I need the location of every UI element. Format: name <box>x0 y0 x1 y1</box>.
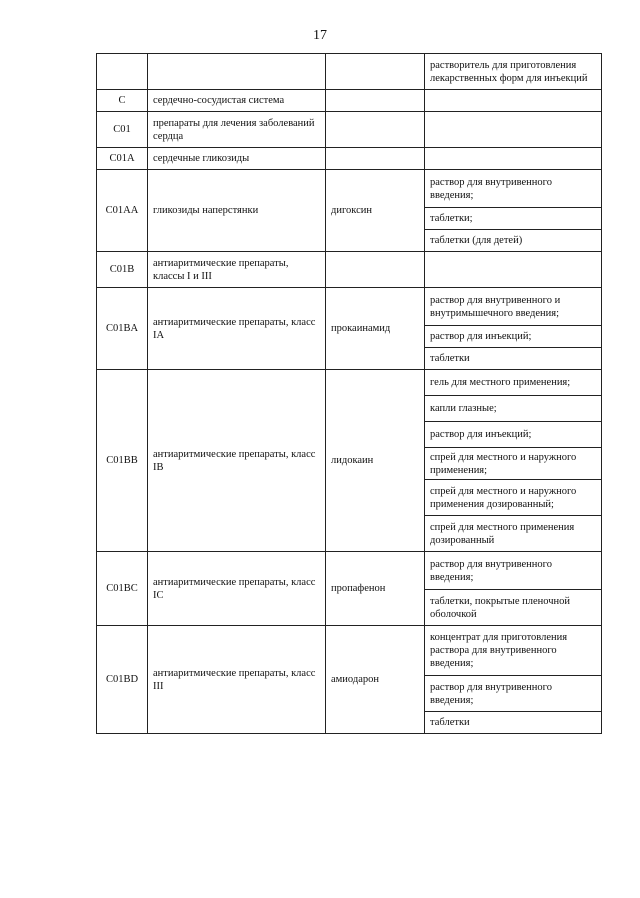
table-row <box>97 170 602 208</box>
dosage-form-cell: спрей для местного и наружного применения; <box>425 448 602 480</box>
group-name-cell: препараты для лечения заболеваний сердца <box>148 112 326 148</box>
table-row <box>97 626 602 676</box>
group-name-cell: сердечно-сосудистая система <box>148 90 326 112</box>
table-row <box>97 112 602 148</box>
atc-code-cell: C01BA <box>97 288 148 370</box>
dosage-form-cell <box>425 252 602 288</box>
dosage-form-cell: раствор для внутривенного введения; <box>425 552 602 590</box>
dosage-form-cell: таблетки, покрытые пленочной оболочкой <box>425 590 602 626</box>
dosage-form-cell: таблетки; <box>425 208 602 230</box>
table-row <box>97 288 602 326</box>
dosage-form-cell: спрей для местного и наружного применения дозированный; <box>425 480 602 516</box>
dosage-form-cell: таблетки <box>425 712 602 734</box>
dosage-form-cell: раствор для инъекций; <box>425 422 602 448</box>
drug-name-cell: пропафенон <box>326 552 425 626</box>
group-name-cell: антиаритмические препараты, класс III <box>148 626 326 734</box>
drug-name-cell <box>326 90 425 112</box>
group-name-cell: антиаритмические препараты, класс IC <box>148 552 326 626</box>
atc-code-cell: C01AA <box>97 170 148 252</box>
dosage-form-cell: растворитель для приготовления лекарственных форм для инъекций <box>425 54 602 90</box>
table-row <box>97 552 602 590</box>
atc-code-cell: C01BC <box>97 552 148 626</box>
table-row <box>97 54 602 90</box>
dosage-form-cell: раствор для инъекций; <box>425 326 602 348</box>
dosage-form-cell <box>425 90 602 112</box>
dosage-form-cell: раствор для внутривенного введения; <box>425 170 602 208</box>
atc-code-cell: C <box>97 90 148 112</box>
table-row <box>97 148 602 170</box>
dosage-form-cell: капли глазные; <box>425 396 602 422</box>
table-row <box>97 90 602 112</box>
dosage-form-cell: таблетки (для детей) <box>425 230 602 252</box>
dosage-form-cell: раствор для внутривенного введения; <box>425 676 602 712</box>
table-row <box>97 252 602 288</box>
drug-name-cell <box>326 148 425 170</box>
dosage-form-cell: раствор для внутривенного и внутримышечного введения; <box>425 288 602 326</box>
group-name-cell: антиаритмические препараты, класс IB <box>148 370 326 552</box>
drug-name-cell: амиодарон <box>326 626 425 734</box>
dosage-form-cell: гель для местного применения; <box>425 370 602 396</box>
page-number: 17 <box>313 28 327 43</box>
atc-code-cell: C01 <box>97 112 148 148</box>
table-row <box>97 370 602 396</box>
drug-name-cell <box>326 252 425 288</box>
drug-name-cell: лидокаин <box>326 370 425 552</box>
atc-drug-table <box>96 53 602 734</box>
group-name-cell: гликозиды наперстянки <box>148 170 326 252</box>
group-name-cell: антиаритмические препараты, классы I и III <box>148 252 326 288</box>
drug-name-cell <box>326 54 425 90</box>
atc-code-cell: C01BD <box>97 626 148 734</box>
drug-name-cell: дигоксин <box>326 170 425 252</box>
atc-code-cell: C01BB <box>97 370 148 552</box>
atc-code-cell: C01A <box>97 148 148 170</box>
drug-name-cell: прокаинамид <box>326 288 425 370</box>
atc-code-cell <box>97 54 148 90</box>
atc-code-cell: C01B <box>97 252 148 288</box>
dosage-form-cell: концентрат для приготовления раствора для внутривенного введения; <box>425 626 602 676</box>
group-name-cell <box>148 54 326 90</box>
group-name-cell: сердечные гликозиды <box>148 148 326 170</box>
drug-name-cell <box>326 112 425 148</box>
dosage-form-cell: спрей для местного применения дозированный <box>425 516 602 552</box>
group-name-cell: антиаритмические препараты, класс IA <box>148 288 326 370</box>
dosage-form-cell: таблетки <box>425 348 602 370</box>
dosage-form-cell <box>425 148 602 170</box>
dosage-form-cell <box>425 112 602 148</box>
